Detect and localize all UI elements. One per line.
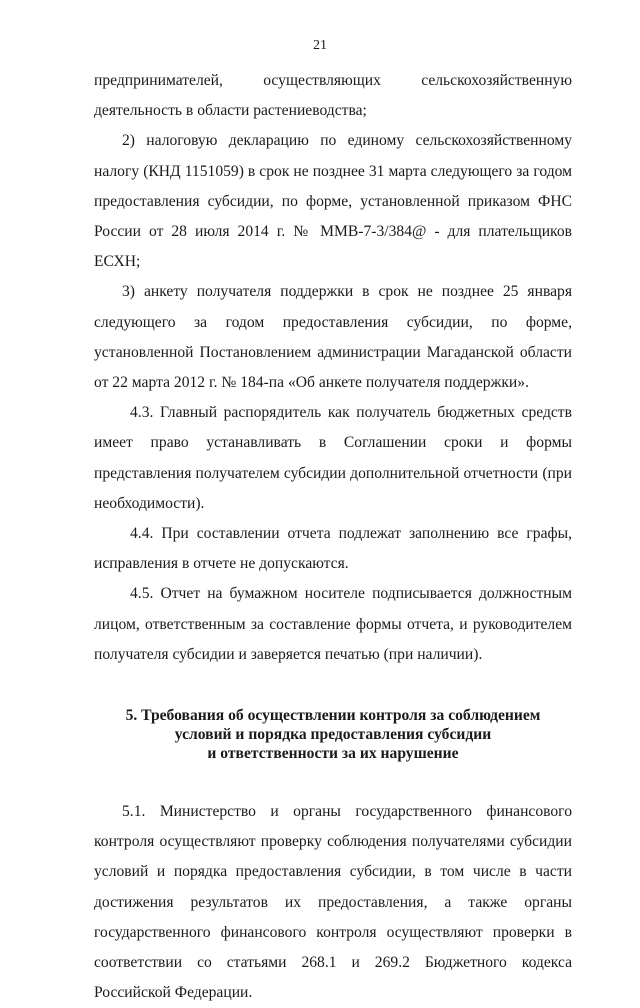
section-heading-line-3: и ответственности за их нарушение <box>207 745 459 763</box>
paragraph-4-4: 4.4. При составлении отчета подлежат заполнению все графы, исправления в отчете не допускаются. <box>94 525 572 573</box>
paragraph-item-3: 3) анкету получателя поддержки в срок не позднее 25 января следующего за годом предоставления субсидии, по форме, установленной Постановлением администрации Магаданской области от 22 марта 2012 г. № 184-па «Об анкете получателя поддержки». <box>94 283 572 392</box>
document-body <box>94 66 572 1008</box>
section-heading <box>94 706 572 763</box>
paragraph-5-1: 5.1. Министерство и органы государственного финансового контроля осуществляют проверку соблюдения получателями субсидии условий и порядка предоставления субсидии, в том числе в части достижения результатов их предоставления, а также органы государственного финансового контроля осуществляют проверки в соответствии со статьями 268.1 и 269.2 Бюджетного кодекса Российской Федерации. <box>94 803 572 1002</box>
paragraph-continuation: предпринимателей, осуществляющих сельскохозяйственную деятельность в области растениеводства; <box>94 72 572 120</box>
paragraph-item-2: 2) налоговую декларацию по единому сельскохозяйственному налогу (КНД 1151059) в срок не позднее 31 марта следующего за годом предоставления субсидии, по форме, установленной приказом ФНС России от 28 июля 2014 г. № ММВ-7-3/384@ - для плательщиков ЕСХН; <box>94 132 572 271</box>
paragraph-4-3: 4.3. Главный распорядитель как получатель бюджетных средств имеет право устанавливать в Соглашении сроки и формы представления получателем субсидии дополнительной отчетности (при необходимости). <box>94 404 572 512</box>
page-number: 21 <box>313 38 327 53</box>
paragraph-4-5: 4.5. Отчет на бумажном носителе подписывается должностным лицом, ответственным за составление формы отчета, и руководителем получателя субсидии и заверяется печатью (при наличии). <box>94 585 572 663</box>
section-heading-line-2: условий и порядка предоставления субсидии <box>174 726 492 744</box>
section-heading-line-1: 5. Требования об осуществлении контроля за соблюдением <box>125 707 541 725</box>
